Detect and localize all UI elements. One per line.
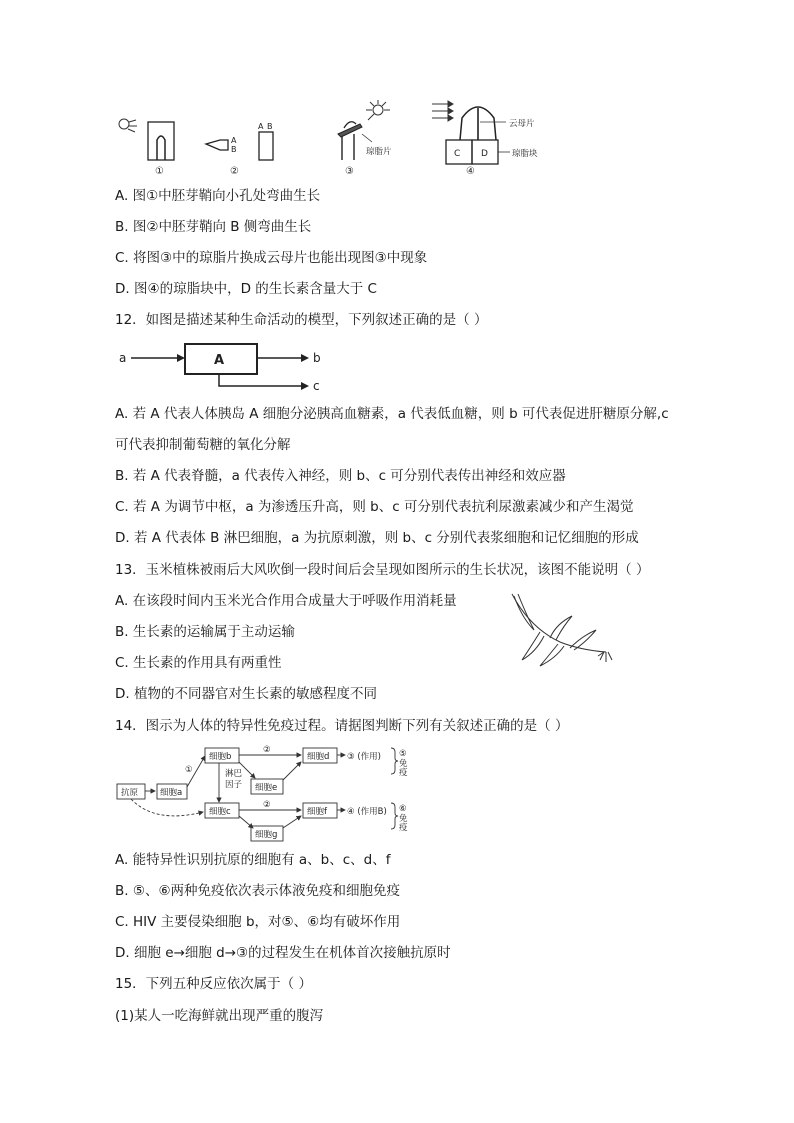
fig3-sun-icon bbox=[366, 100, 390, 120]
q12-model-diagram bbox=[115, 338, 345, 394]
q14-immune-top-num: ⑤ bbox=[399, 749, 407, 759]
q14-output-top: ③ (作用) bbox=[347, 752, 381, 762]
q14-option-c: C. HIV 主要侵染细胞 b，对⑤、⑥均有破坏作用 bbox=[115, 914, 401, 930]
q12-label-b: b bbox=[313, 351, 321, 365]
fig3-coleoptile bbox=[342, 134, 354, 160]
q14-cell-f-label: 细胞f bbox=[307, 807, 327, 817]
q14-cell-e-label: 细胞e bbox=[255, 783, 278, 793]
q14-option-a: A. 能特异性识别抗原的细胞有 a、b、c、d、f bbox=[115, 852, 391, 868]
fig1-box bbox=[148, 122, 174, 160]
q12-option-a-line2: 可代表抑制葡萄糖的氧化分解 bbox=[115, 437, 291, 453]
q14-brace-top bbox=[391, 748, 398, 774]
q14-option-d: D. 细胞 e→细胞 d→③的过程发生在机体首次接触抗原时 bbox=[115, 945, 451, 961]
q13-roots bbox=[598, 652, 612, 662]
q14-immune-diagram bbox=[115, 742, 435, 842]
q15-item-1: (1)某人一吃海鲜就出现严重的腹泻 bbox=[115, 1008, 324, 1024]
fig2-vert-label-a: A bbox=[258, 122, 264, 131]
fig4-light-arrows-icon bbox=[432, 101, 453, 121]
q11-option-a: A. 图①中胚芽鞘向小孔处弯曲生长 bbox=[115, 188, 321, 204]
fig3-pointer bbox=[362, 134, 372, 142]
q14-dashed-antigen-c bbox=[131, 799, 203, 816]
fig2-vert-label-b: B bbox=[267, 122, 273, 131]
q12-label-a: a bbox=[119, 351, 127, 365]
q14-step-2-bottom: ② bbox=[263, 800, 271, 810]
fig2-coleoptile bbox=[206, 140, 228, 150]
fig1-label: ① bbox=[155, 166, 164, 177]
q13-leaf-3 bbox=[550, 616, 572, 640]
fig1-light-icon bbox=[119, 119, 137, 132]
q11-option-b: B. 图②中胚芽鞘向 B 侧弯曲生长 bbox=[115, 219, 312, 235]
fig4-block-d-label: D bbox=[481, 149, 488, 159]
q14-step-1: ① bbox=[185, 765, 193, 775]
q13-corn-plant-figure bbox=[500, 588, 620, 670]
q14-cell-g-label: 细胞g bbox=[255, 830, 278, 840]
q13-stem: 13．玉米植株被雨后大风吹倒一段时间后会呈现如图所示的生长状况，该图不能说明（ ） bbox=[115, 562, 650, 578]
q14-lymph-label-2: 因子 bbox=[225, 780, 243, 790]
q13-option-d: D. 植物的不同器官对生长素的敏感程度不同 bbox=[115, 686, 377, 702]
fig4-block-label: 琼脂块 bbox=[512, 149, 538, 159]
fig3-label: ③ bbox=[345, 166, 354, 177]
fig4-mica-label: 云母片 bbox=[509, 119, 535, 129]
q14-stem: 14．图示为人体的特异性免疫过程。请据图判断下列有关叙述正确的是（ ） bbox=[115, 718, 569, 734]
q12-label-c: c bbox=[313, 379, 320, 393]
q11-option-c: C. 将图③中的琼脂片换成云母片也能出现图③中现象 bbox=[115, 250, 428, 266]
fig1-coleoptile bbox=[157, 136, 165, 160]
q12-option-d: D. 若 A 代表体 B 淋巴细胞，a 为抗原刺激，则 b、c 分别代表浆细胞和记忆细胞的形成 bbox=[115, 530, 639, 546]
q13-option-a: A. 在该段时间内玉米光合作用合成量大于呼吸作用消耗量 bbox=[115, 593, 457, 609]
q14-immune-bottom-num: ⑥ bbox=[399, 804, 407, 814]
q13-option-c: C. 生长素的作用具有两重性 bbox=[115, 655, 282, 671]
q14-cell-d-label: 细胞d bbox=[307, 752, 330, 762]
fig2-label: ② bbox=[230, 166, 239, 177]
q12-arrowhead-a bbox=[177, 354, 185, 362]
q14-arrow-g-f bbox=[283, 816, 301, 828]
q14-cell-c-label: 细胞c bbox=[209, 807, 231, 817]
q15-stem: 15．下列五种反应依次属于（ ） bbox=[115, 976, 312, 992]
q12-option-b: B. 若 A 代表脊髓，a 代表传入神经，则 b、c 可分别代表传出神经和效应器 bbox=[115, 468, 566, 484]
q12-arrow-c bbox=[219, 374, 301, 386]
q14-cell-a-label: 细胞a bbox=[160, 788, 183, 798]
q14-lymph-label-1: 淋巴 bbox=[225, 769, 243, 779]
q14-immune-top-1: 免 bbox=[399, 759, 408, 769]
q12-option-a-line1: A. 若 A 代表人体胰岛 A 细胞分泌胰高血糖素，a 代表低血糖，则 b 可代表促进肝糖原分解,c bbox=[115, 406, 669, 422]
q12-arrowhead-b bbox=[301, 354, 309, 362]
q12-arrowhead-c bbox=[301, 382, 309, 390]
q11-figure bbox=[110, 98, 570, 180]
q14-output-bottom: ④ (作用B) bbox=[347, 807, 387, 817]
q14-brace-bottom bbox=[391, 803, 398, 829]
q13-leaf-4 bbox=[540, 644, 564, 666]
fig4-block-c-label: C bbox=[454, 149, 461, 159]
q13-leaf-2 bbox=[522, 632, 544, 660]
fig2-label-a: A bbox=[231, 136, 237, 145]
fig4-label: ④ bbox=[466, 166, 475, 177]
fig2-label-b: B bbox=[231, 145, 237, 154]
q14-cell-b-label: 细胞b bbox=[209, 752, 232, 762]
fig2-vertical-coleoptile bbox=[259, 132, 273, 160]
q14-step-2-top: ② bbox=[263, 745, 271, 755]
q14-immune-bottom-1: 免 bbox=[399, 814, 408, 824]
fig3-agar-label: 琼脂片 bbox=[366, 147, 392, 157]
q14-immune-top-2: 疫 bbox=[399, 768, 408, 778]
q12-box-label: A bbox=[214, 353, 225, 368]
q13-option-b: B. 生长素的运输属于主动运输 bbox=[115, 624, 295, 640]
fig3-agar-sheet bbox=[338, 124, 362, 137]
q14-antigen-label: 抗原 bbox=[121, 788, 139, 798]
q14-arrow-e-d bbox=[283, 762, 301, 780]
q13-stem-line bbox=[512, 594, 606, 652]
q14-immune-bottom-2: 疫 bbox=[399, 823, 408, 833]
q12-option-c: C. 若 A 为调节中枢，a 为渗透压升高，则 b、c 可分别代表抗利尿激素减少和产生渴觉 bbox=[115, 499, 634, 515]
q12-stem: 12．如图是描述某种生命活动的模型，下列叙述正确的是（ ） bbox=[115, 312, 488, 328]
q11-option-d: D. 图④的琼脂块中，D 的生长素含量大于 C bbox=[115, 281, 377, 297]
q14-option-b: B. ⑤、⑥两种免疫依次表示体液免疫和细胞免疫 bbox=[115, 883, 401, 899]
